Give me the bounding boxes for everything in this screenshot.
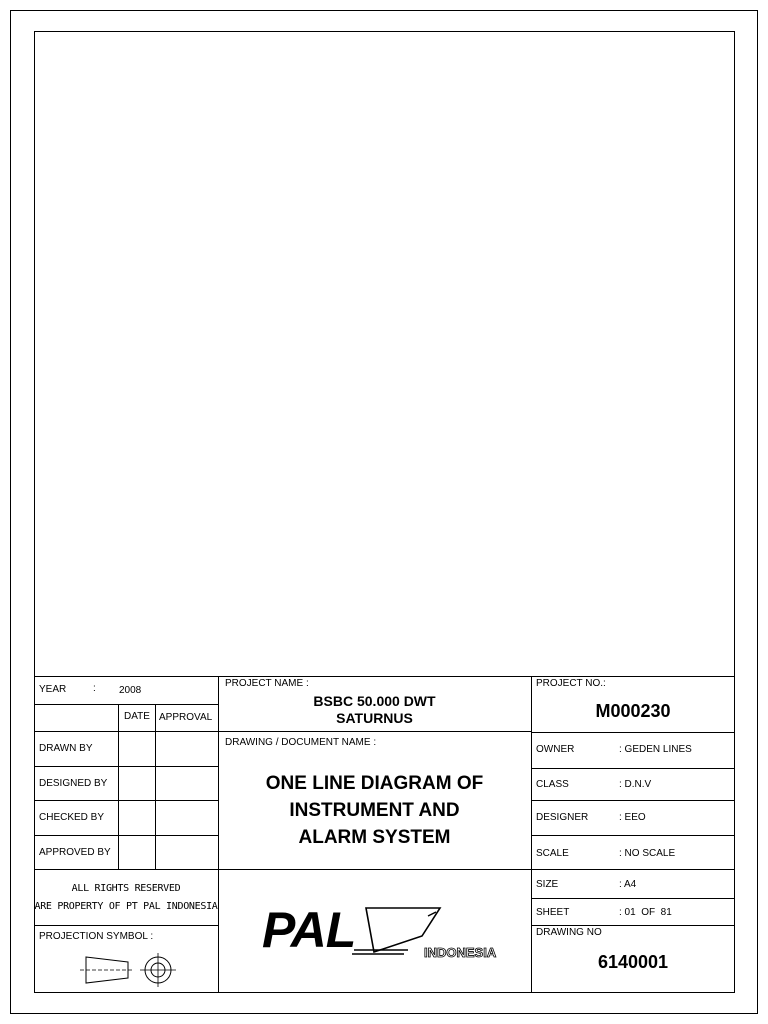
project-name-line-2: SATURNUS <box>336 710 413 726</box>
owner-label: OWNER <box>536 744 575 755</box>
size-label: SIZE <box>536 879 559 890</box>
logo-wordmark: PAL <box>262 902 356 958</box>
class-value: : D.N.V <box>619 779 652 790</box>
drawing-no-label: DRAWING NO <box>536 927 602 938</box>
year-value: 2008 <box>119 685 142 696</box>
approval-header: APPROVAL <box>159 712 213 723</box>
scale-value: : NO SCALE <box>619 848 676 859</box>
drawing-area <box>35 32 734 675</box>
approved-by-label: APPROVED BY <box>39 847 111 858</box>
year-label: YEAR <box>39 684 67 695</box>
scale-label: SCALE <box>536 848 569 859</box>
designed-by-label: DESIGNED BY <box>39 778 108 789</box>
drawing-title-line-1: ONE LINE DIAGRAM OF <box>265 773 484 794</box>
project-name-line-1: BSBC 50.000 DWT <box>313 693 436 709</box>
rights-line-2: ARE PROPERTY OF PT PAL INDONESIA <box>34 901 218 912</box>
drawing-title-line-3: ALARM SYSTEM <box>298 827 451 848</box>
sheet-value: : 01 OF 81 <box>619 907 672 918</box>
logo-suffix: INDONESIA <box>424 945 497 960</box>
designer-label: DESIGNER <box>536 812 589 823</box>
year-colon: : <box>93 683 96 694</box>
drawing-title-line-2: INSTRUMENT AND <box>289 800 460 821</box>
designer-value: : EEO <box>619 812 646 823</box>
company-logo <box>258 902 508 966</box>
project-name-label: PROJECT NAME : <box>225 678 309 689</box>
size-value: : A4 <box>619 879 637 890</box>
drawing-no-value: 6140001 <box>597 952 669 972</box>
project-no-value: M000230 <box>595 701 671 721</box>
projection-symbol-label: PROJECTION SYMBOL : <box>39 931 154 942</box>
sheet-label: SHEET <box>536 907 570 918</box>
date-header: DATE <box>124 711 150 722</box>
owner-value: : GEDEN LINES <box>619 744 692 755</box>
checked-by-label: CHECKED BY <box>39 812 105 823</box>
drawing-name-label: DRAWING / DOCUMENT NAME : <box>225 737 377 748</box>
project-no-label: PROJECT NO.: <box>536 678 606 689</box>
rights-line-1: ALL RIGHTS RESERVED <box>71 883 181 894</box>
drawn-by-label: DRAWN BY <box>39 743 93 754</box>
class-label: CLASS <box>536 779 569 790</box>
projection-symbol-icon <box>80 950 180 990</box>
